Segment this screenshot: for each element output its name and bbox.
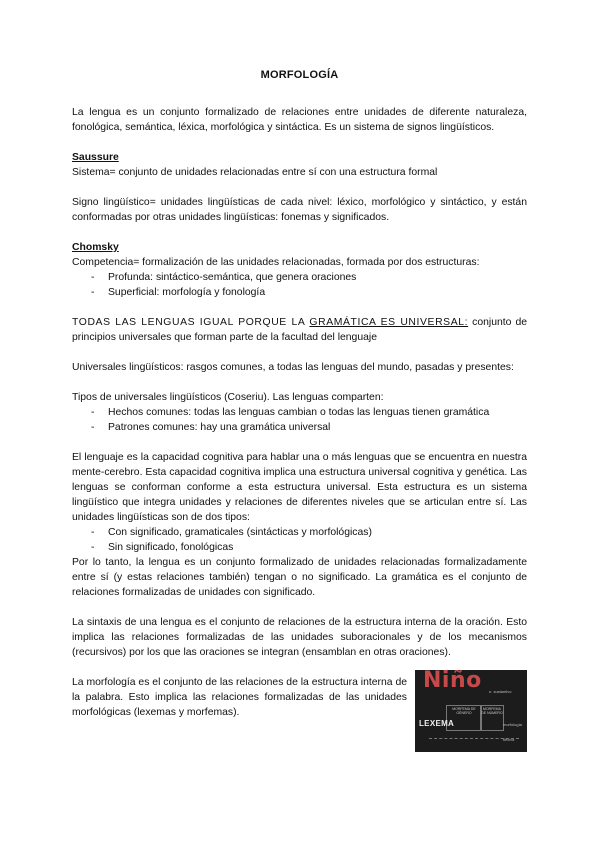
morphology-diagram-image	[415, 670, 527, 752]
unidades-list	[72, 525, 527, 555]
todas-suffix: conjunto de principios universales que forman parte de la facultad del lenguaje	[72, 317, 528, 343]
document-body	[72, 68, 528, 742]
todas-paragraph	[72, 315, 527, 345]
chomsky-heading: Chomsky	[72, 242, 119, 253]
genero-label: MORFEMA DE GÉNERO	[452, 707, 476, 715]
list-item: - Superficial: morfología y fonología	[91, 285, 527, 300]
por-lo-tanto-paragraph: Por lo tanto, la lengua es un conjunto formalizado de unidades relacionadas formalizadamente entre sí (y estas relaciones también) tengan o no significado. La gramática es el conjunto de relaciones formalizadas de unidades con significado.	[72, 557, 527, 598]
page-title: MORFOLOGÍA	[260, 69, 339, 81]
saussure-heading: Saussure	[72, 152, 119, 163]
dashed-divider	[429, 738, 519, 739]
list-item: - Con significado, gramaticales (sintácticas y morfológicas)	[91, 525, 527, 540]
sustantivo-tag: n. sustantivo	[489, 689, 512, 694]
tipos-list	[72, 405, 527, 435]
gramatica-universal: GRAMÁTICA ES UNIVERSAL:	[309, 317, 469, 328]
morfologia-paragraph: La morfología es el conjunto de las relaciones de la estructura interna de la palabra. Esto implica las relaciones formalizadas de las unidades morfológicas (lexemas y morfemas).	[72, 677, 408, 718]
signo-paragraph: Signo lingüístico= unidades lingüísticas de cada nivel: léxico, morfológico y sintáctico, y están conformadas por otras unidades lingüísticas: fonemas y significados.	[72, 197, 527, 223]
list-item: - Sin significado, fonológicas	[91, 540, 527, 555]
nino-word: Niño	[423, 670, 482, 693]
list-item: - Patrones comunes: hay una gramática universal	[91, 420, 527, 435]
tipos-line: Tipos de universales lingüísticos (Coseriu). Las lenguas comparten:	[72, 392, 384, 403]
list-item: - Hechos comunes: todas las lenguas cambian o todas las lenguas tienen gramática	[91, 405, 527, 420]
intro-paragraph: La lengua es un conjunto formalizado de relaciones entre unidades de diferente naturaleza, fonológica, semántica, léxica, morfológica y sintáctica. Es un sistema de signos lingüísticos.	[72, 107, 527, 133]
chomsky-competencia: Competencia= formalización de las unidades relacionadas, formada por dos estructuras:	[72, 257, 480, 268]
morfologia-section	[72, 670, 527, 742]
list-item: - Profunda: sintáctico-semántica, que genera oraciones	[91, 270, 527, 285]
lexema-label: LEXEMA	[419, 719, 455, 728]
todas-prefix: TODAS LAS LENGUAS IGUAL PORQUE LA	[72, 317, 310, 328]
universales-paragraph: Universales lingüísticos: rasgos comunes, a todas las lenguas del mundo, pasadas y presentes:	[72, 362, 514, 373]
numero-label: MORFEMA DE NÚMERO	[481, 707, 503, 715]
sintaxis-paragraph: La sintaxis de una lengua es el conjunto de relaciones de la estructura interna de la oración. Esto implica las relaciones formalizadas de las unidades suboracionales y de los mecanismos (recursivos) por los que las oraciones se integran (ensamblan en otras oraciones).	[72, 617, 527, 658]
chomsky-list	[72, 270, 527, 300]
flexiva-label: morfología flexiva	[503, 722, 522, 742]
lenguaje-paragraph: El lenguaje es la capacidad cognitiva para hablar una o más lenguas que se encuentra en nuestra mente-cerebro. Esta capacidad cognitiva implica una estructura universal cognitiva y genética. Las lenguas se conforman conforme a esta estructura universal. Esta estructura es un sistema lingüístico que integra unidades y relaciones de diferentes niveles que se articulan entre sí. Las unidades lingüísticas son de dos tipos:	[72, 452, 527, 523]
saussure-sistema: Sistema= conjunto de unidades relacionadas entre sí con una estructura formal	[72, 167, 438, 178]
